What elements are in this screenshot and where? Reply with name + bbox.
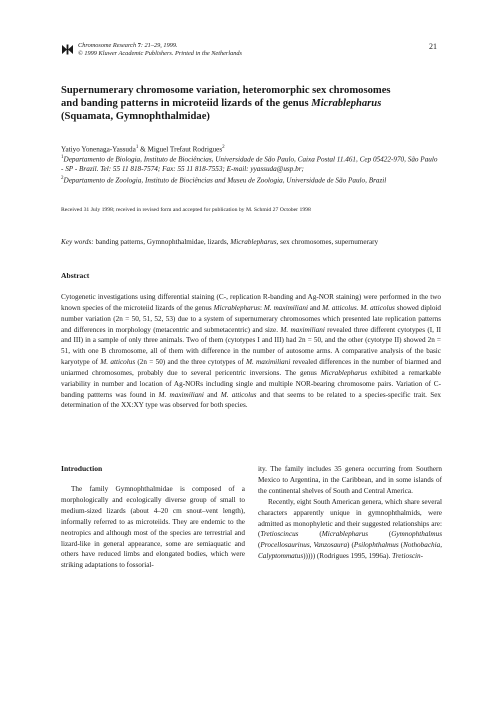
- abstract-text: and that seems to be related to a species-specific trait. Sex determination of the XX:XY type was observed for both species.: [61, 390, 441, 410]
- intro-text: (: [298, 530, 322, 539]
- abstract-text: (2n = 50) and the three cytotypes of: [135, 358, 246, 367]
- abstract-genus: Micrablepharus: [213, 303, 260, 312]
- keywords-text: banding patterns, Gymnophthalmidae, lizards,: [93, 238, 231, 246]
- abstract-body: [61, 292, 441, 411]
- intro-text: (: [258, 541, 261, 550]
- abstract-text: Cytogenetic investigations using differential staining (C-, replication R-banding and Ag-NOR staining) were performed in the two known species of the microteiid lizards of the genus: [61, 293, 441, 312]
- intro-genus: Procellosaurinus, Vanzosaura: [260, 541, 348, 550]
- intro-right-column: [258, 464, 442, 562]
- intro-text: (: [368, 530, 392, 539]
- intro-left-column: [61, 464, 245, 571]
- keywords-text: , sex chromosomes, supernumerary: [276, 238, 379, 246]
- affiliation-text: Departamento de Biologia, Instituto de Biociências, Universidade de São Paulo, Caixa Postal 11.461, Cep 05422-970, São Paulo - SP - Brazil. Tel: 55 11 818-7574; Fax: 55 11 818-7553; E-mail: yyassuda@usp.br;: [61, 155, 438, 174]
- abstract-text: and: [307, 303, 323, 312]
- title-line-2: [61, 97, 441, 110]
- author-affil-mark: 1: [135, 145, 139, 150]
- intro-genus: Micrablepharus: [321, 530, 369, 539]
- intro-text: Recently, eight South American genera, which share several characters apparently unique in gymnophthalmids, were admitted as monophyletic and their suggested relationships are: (: [258, 497, 442, 539]
- abstract-species: M. maximiliani: [245, 358, 291, 367]
- abstract-text: :: [259, 303, 264, 312]
- abstract-text: and: [203, 390, 221, 399]
- page-number: 21: [429, 42, 437, 51]
- abstract-text: revealed three different cytotypes (I, II and III) in a sample of only three animals. Two of them (cytotypes I and III) had 2n = 50, and the other (cytotype II) showed 2n = 51, with one B chromosome, all of them with difference in the number of autosome arms. A comparative analysis of the basic karyotype of: [61, 325, 442, 367]
- keywords-label: Key words:: [61, 238, 94, 246]
- received-dates: Received 31 July 1998; received in revised form and accepted for publication by M. Schmid 27 October 1998: [61, 207, 311, 213]
- intro-text: (: [398, 541, 404, 550]
- abstract-text: showed diploid number variation (2n = 50, 51, 52, 53) due to a system of supernumerary chromosomes which presented late replication patterns and differences in morphology (metacentric and submetacentric) and size.: [61, 303, 442, 334]
- author-affil-mark: 2: [222, 145, 225, 150]
- abstract-species: M. maximiliani: [280, 325, 325, 334]
- abstract-text: revealed differences in the number of biarmed and uniarmed chromosomes, probably due to several pericentric inversions. The genus: [61, 358, 441, 377]
- copyright-line: © 1999 Kluwer Academic Publishers. Printed in the Netherlands: [78, 50, 242, 57]
- introduction-heading: Introduction: [61, 464, 103, 473]
- abstract-species: M. maximiliani: [263, 303, 308, 312]
- intro-genus: Tretioscincus: [260, 530, 299, 539]
- journal-pages: : 21–29, 1999.: [140, 42, 178, 49]
- keywords-genus: Micrablepharus: [230, 238, 277, 246]
- affil-mark: 2: [61, 176, 64, 182]
- abstract-species: M. atticolus: [220, 390, 257, 399]
- abstract-heading: Abstract: [61, 271, 90, 280]
- intro-genus: Psilophthalmus: [353, 541, 399, 550]
- abstract-genus: Micrablepharus: [320, 368, 368, 377]
- author-name: Miguel Trefaut Rodrigues: [147, 145, 223, 154]
- intro-text: ))))) (Rodrigues 1995, 1996a).: [303, 552, 393, 561]
- title-line-3: (Squamata, Gymnophthalmidae): [61, 111, 210, 122]
- abstract-text: .: [356, 303, 361, 312]
- affiliation-1: [61, 153, 441, 174]
- intro-genus: Tretioscin-: [392, 552, 424, 561]
- affiliation-text: Departamento de Zoologia, Instituto de Biociências and Museu de Zoologia, Universidade de São Paulo, Brazil: [63, 176, 387, 185]
- intro-paragraph-2: [258, 497, 442, 562]
- intro-paragraph-1: The family Gymnophthalmidae is composed of a morphologically and ecologically diverse group of small to medium-sized lizards (about 4–20 cm snout–vent length), informally referred to as microteiids. They are endemic to the neotropics and although most of the species are terrestrial and lizard-like in general appearance, some are semiaquatic and others have reduced limbs and elongated bodies, which were striking adaptations to fossorial-: [61, 485, 245, 570]
- author-name: Yatiyo Yonenaga-Yassuda: [61, 145, 136, 154]
- intro-genus: Gymnophthalmus: [391, 530, 442, 539]
- publisher-logo-icon: [61, 44, 74, 55]
- journal-name: Chromosome Research: [78, 42, 137, 49]
- title-line-1: Supernumerary chromosome variation, heteromorphic sex chromosomes: [61, 85, 391, 96]
- intro-genus: Nothobachia, Calyptommatus: [258, 541, 442, 561]
- keywords: [61, 237, 441, 247]
- journal-citation: [78, 42, 242, 58]
- abstract-species: M. atticolus: [100, 358, 136, 367]
- affil-mark: 1: [61, 155, 64, 160]
- intro-text: ) (: [347, 541, 354, 550]
- paper-title: [61, 84, 441, 123]
- title-genus: Micrablepharus: [311, 98, 382, 109]
- abstract-species: M. maximiliani: [158, 390, 204, 399]
- intro-paragraph-1-cont: ity. The family includes 35 genera occurring from Southern Mexico to Argentina, in the Caribbean, and in some islands of the continental shelves of South and Central America.: [258, 465, 442, 495]
- author-separator: &: [138, 145, 148, 154]
- abstract-species: M. atticolus: [322, 303, 357, 312]
- abstract-species: M. atticolus: [360, 303, 395, 312]
- title-text: and banding patterns in microteiid lizards of the genus: [61, 98, 312, 109]
- affiliations: [61, 153, 441, 186]
- journal-volume: 7: [137, 42, 141, 49]
- affiliation-2: [61, 174, 441, 185]
- abstract-text: exhibited a remarkable variability in number and location of Ag-NORs including single and multiple NOR-bearing chromosome pairs. Variation of C-banding pattterns was found in: [61, 368, 441, 399]
